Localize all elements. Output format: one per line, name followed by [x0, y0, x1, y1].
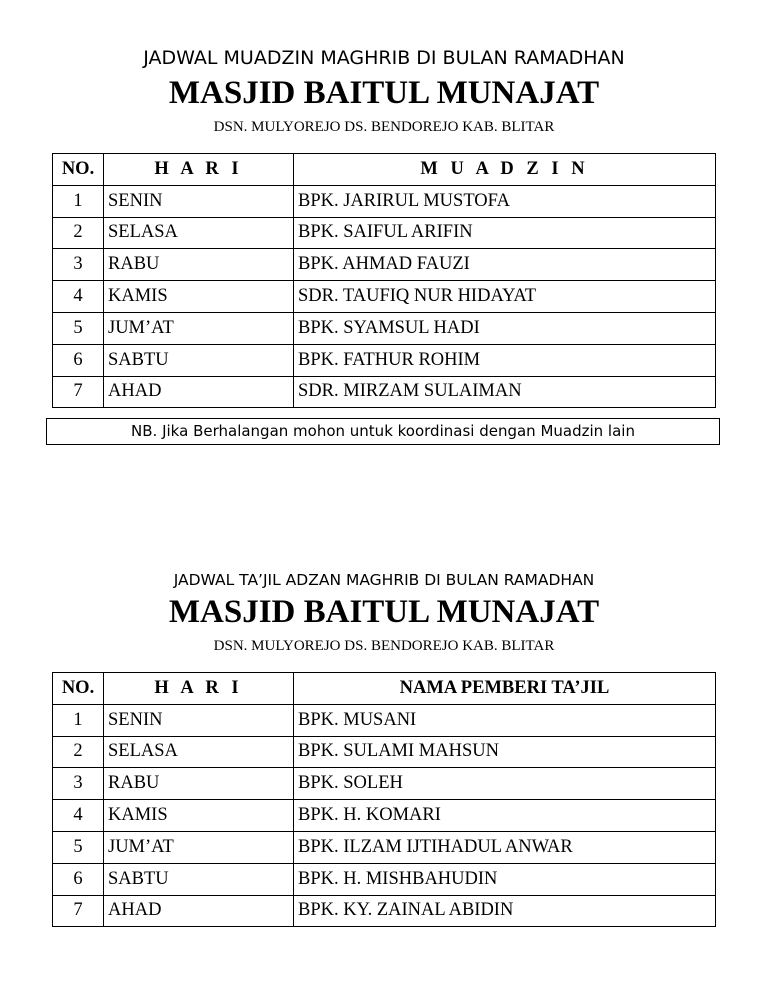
- row-no: 7: [53, 895, 104, 927]
- row-muadzin: BPK. JARIRUL MUSTOFA: [294, 185, 716, 217]
- row-day: RABU: [104, 768, 294, 800]
- header-day: H A R I: [104, 673, 294, 705]
- table-row: [53, 217, 716, 249]
- row-tajil-giver: BPK. KY. ZAINAL ABIDIN: [294, 895, 716, 927]
- row-day: SELASA: [104, 217, 294, 249]
- table-row: [53, 736, 716, 768]
- row-tajil-giver: BPK. SOLEH: [294, 768, 716, 800]
- row-day: AHAD: [104, 895, 294, 927]
- row-day: SENIN: [104, 185, 294, 217]
- table-row: [53, 249, 716, 281]
- table-header-row: [53, 154, 716, 186]
- row-day: JUM’AT: [104, 312, 294, 344]
- header-no: NO.: [53, 154, 104, 186]
- table-row: [53, 185, 716, 217]
- table-row: [53, 281, 716, 313]
- row-no: 2: [53, 217, 104, 249]
- row-muadzin: SDR. MIRZAM SULAIMAN: [294, 376, 716, 408]
- header-tajil-giver: NAMA PEMBERI TA’JIL: [294, 673, 716, 705]
- row-muadzin: BPK. AHMAD FAUZI: [294, 249, 716, 281]
- row-tajil-giver: BPK. SULAMI MAHSUN: [294, 736, 716, 768]
- muadzin-note: NB. Jika Berhalangan mohon untuk koordinasi dengan Muadzin lain: [46, 418, 720, 445]
- row-day: SENIN: [104, 704, 294, 736]
- table-row: [53, 800, 716, 832]
- row-no: 3: [53, 249, 104, 281]
- row-muadzin: BPK. SYAMSUL HADI: [294, 312, 716, 344]
- row-day: SABTU: [104, 863, 294, 895]
- row-no: 1: [53, 185, 104, 217]
- row-day: SABTU: [104, 344, 294, 376]
- row-no: 4: [53, 281, 104, 313]
- muadzin-schedule-address: DSN. MULYOREJO DS. BENDOREJO KAB. BLITAR: [213, 119, 555, 135]
- row-no: 4: [53, 800, 104, 832]
- row-day: KAMIS: [104, 800, 294, 832]
- row-tajil-giver: BPK. MUSANI: [294, 704, 716, 736]
- row-day: KAMIS: [104, 281, 294, 313]
- row-no: 6: [53, 863, 104, 895]
- row-day: AHAD: [104, 376, 294, 408]
- header-day: H A R I: [104, 154, 294, 186]
- table-row: [53, 312, 716, 344]
- table-row: [53, 863, 716, 895]
- row-no: 5: [53, 831, 104, 863]
- tajil-table: [52, 672, 716, 927]
- muadzin-schedule-title: MASJID BAITUL MUNAJAT: [168, 75, 600, 111]
- row-no: 5: [53, 312, 104, 344]
- table-row: [53, 768, 716, 800]
- row-day: SELASA: [104, 736, 294, 768]
- row-muadzin: BPK. FATHUR ROHIM: [294, 344, 716, 376]
- row-tajil-giver: BPK. H. KOMARI: [294, 800, 716, 832]
- row-no: 3: [53, 768, 104, 800]
- header-muadzin: M U A D Z I N: [294, 154, 716, 186]
- table-row: [53, 376, 716, 408]
- muadzin-table: [52, 153, 716, 408]
- table-row: [53, 831, 716, 863]
- tajil-schedule-title: MASJID BAITUL MUNAJAT: [168, 594, 600, 630]
- row-no: 1: [53, 704, 104, 736]
- header-no: NO.: [53, 673, 104, 705]
- table-header-row: [53, 673, 716, 705]
- row-tajil-giver: BPK. H. MISHBAHUDIN: [294, 863, 716, 895]
- row-tajil-giver: BPK. ILZAM IJTIHADUL ANWAR: [294, 831, 716, 863]
- row-no: 7: [53, 376, 104, 408]
- tajil-schedule-address: DSN. MULYOREJO DS. BENDOREJO KAB. BLITAR: [213, 638, 555, 654]
- row-day: RABU: [104, 249, 294, 281]
- table-row: [53, 704, 716, 736]
- muadzin-schedule-subtitle: JADWAL MUADZIN MAGHRIB DI BULAN RAMADHAN: [143, 47, 625, 69]
- table-row: [53, 895, 716, 927]
- row-no: 6: [53, 344, 104, 376]
- row-muadzin: SDR. TAUFIQ NUR HIDAYAT: [294, 281, 716, 313]
- table-row: [53, 344, 716, 376]
- row-day: JUM’AT: [104, 831, 294, 863]
- row-muadzin: BPK. SAIFUL ARIFIN: [294, 217, 716, 249]
- tajil-schedule-subtitle: JADWAL TA’JIL ADZAN MAGHRIB DI BULAN RAMADHAN: [173, 571, 595, 589]
- row-no: 2: [53, 736, 104, 768]
